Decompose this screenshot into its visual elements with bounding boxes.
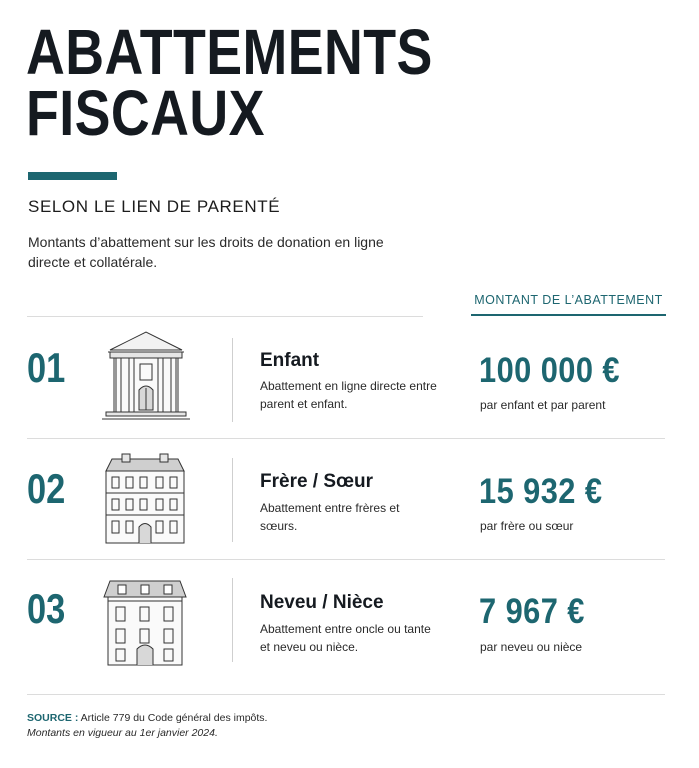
column-divider xyxy=(232,458,233,542)
title-line-1: ABATTEMENTS xyxy=(26,16,433,88)
row-separator xyxy=(27,559,665,560)
row-description: Abattement entre oncle ou tante et neveu ou nièce. xyxy=(260,622,431,654)
row-number: 02 xyxy=(27,465,66,512)
townhouse-icon xyxy=(102,575,188,667)
validity-note: Montants en vigueur au 1er janvier 2024. xyxy=(27,727,218,739)
column-divider xyxy=(232,338,233,422)
row-title: Enfant xyxy=(260,350,320,371)
row-amount-note: par enfant et par parent xyxy=(480,398,606,412)
amount-column-underline xyxy=(471,314,666,316)
row-title: Frère / Sœur xyxy=(260,471,373,492)
column-divider xyxy=(232,578,233,662)
source-text: Article 779 du Code général des impôts. xyxy=(78,712,268,724)
amount-column-header: MONTANT DE L’ABATTEMENT xyxy=(474,293,663,307)
source-label: SOURCE : xyxy=(27,712,79,724)
title-line-2: FISCAUX xyxy=(26,77,265,149)
row-number: 01 xyxy=(27,344,66,391)
row-amount: 100 000 € xyxy=(479,351,620,390)
row-separator xyxy=(27,694,665,695)
row-separator xyxy=(27,316,423,317)
row-description: Abattement en ligne directe entre parent et enfant. xyxy=(260,379,437,411)
row-amount-note: par neveu ou nièce xyxy=(480,640,583,654)
row-amount: 15 932 € xyxy=(479,472,603,511)
row-number: 03 xyxy=(27,585,66,632)
row-description: Abattement entre frères et sœurs. xyxy=(260,501,400,533)
row-amount-note: par frère ou sœur xyxy=(480,519,574,533)
row-title: Neveu / Nièce xyxy=(260,592,384,613)
row-amount: 7 967 € xyxy=(479,592,585,631)
intro-text: Montants d’abattement sur les droits de donation en ligne directe et collatérale. xyxy=(28,234,384,270)
page-title xyxy=(26,16,433,149)
accent-bar xyxy=(28,172,117,180)
classical-mansion-icon xyxy=(102,330,190,422)
apartment-building-icon xyxy=(102,453,188,545)
source-note xyxy=(27,712,267,724)
row-separator xyxy=(27,438,665,439)
subtitle: SELON LE LIEN DE PARENTÉ xyxy=(28,197,281,216)
